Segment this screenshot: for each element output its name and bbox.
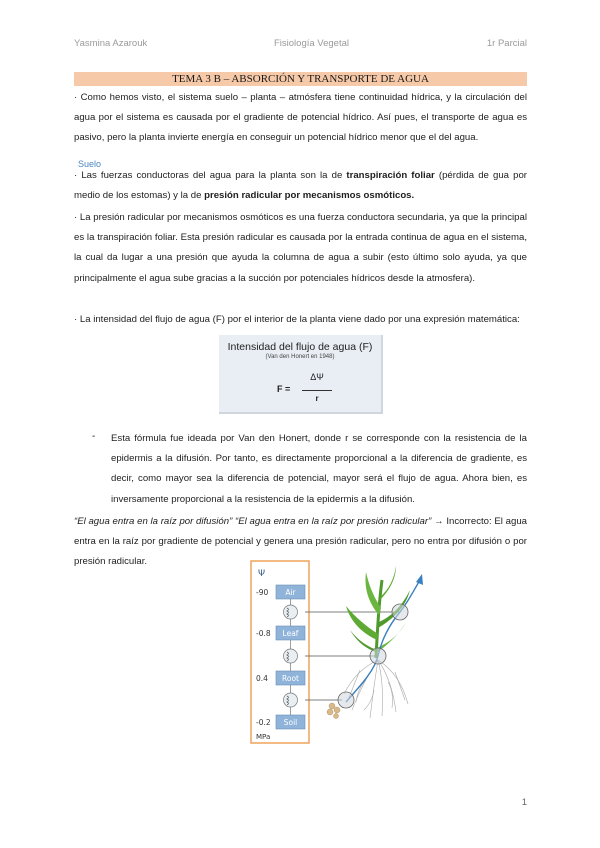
level-leaf-value: -0.8	[256, 629, 271, 638]
paragraph-1: · Como hemos visto, el sistema suelo – planta – atmósfera tiene continuidad hídrica, y la circulación del agua por el sistema es causada por el gradiente de potencial hídrico. Así pues, el transporte de agua es pasivo, pero la planta invierte energía en conseguir un potencial hídrico menor que el del agua.	[74, 92, 527, 144]
formula-lhs: F =	[277, 384, 291, 394]
list-bullet: -	[92, 431, 96, 442]
formula-title: Intensidad del flujo de agua (F)	[227, 341, 373, 353]
level-leaf	[256, 626, 305, 640]
level-soil-value: -0.2	[256, 718, 271, 727]
water-potential-figure	[250, 560, 450, 745]
level-root-label: Root	[282, 674, 299, 683]
quote-correction: Incorrecto: El agua entra en la raíz por gradiente de potencial y genera una presión radicular, pero no entra por difusión o por presión radicular.	[74, 516, 527, 568]
p2-bold-transpiracion: transpiración foliar	[346, 170, 435, 181]
level-air-value: -90	[256, 588, 269, 597]
p2-bold-presion: presión radicular por mecanismos osmóticos.	[204, 190, 415, 202]
p2-text-a: · Las fuerzas conductoras del agua para la planta son la de	[74, 170, 347, 181]
figure-svg	[250, 560, 450, 745]
level-air	[256, 585, 305, 599]
soil-particles	[327, 703, 340, 719]
p2-text-c: (pérdida de gua por medio de los estomas) y la de	[74, 170, 527, 202]
paragraph-3: · La presión radicular por mecanismos osmóticos es una fuerza conductora secundaria, ya que la principal es la transpiración foliar. Esta presión radicular es causada por la entrada continua de agua en el sistema, la cual da lugar a una presión que ayuda la columna de agua a subir (esto último solo ayuda, ya que principalmente el agua sube gracias a la succión por potenciales hídricos desde la atmosfera).	[74, 212, 527, 284]
level-leaf-label: Leaf	[282, 629, 299, 638]
water-flow-arrowhead	[416, 574, 423, 585]
title-bar	[74, 72, 527, 86]
level-root	[256, 671, 305, 685]
formula-denominator: r	[315, 394, 319, 403]
paragraph-2	[74, 166, 527, 206]
level-root-value: 0.4	[256, 674, 268, 683]
page-title: TEMA 3 B – ABSORCIÓN Y TRANSPORTE DE AGUA	[172, 73, 429, 85]
header-subject: Fisiología Vegetal	[274, 38, 349, 49]
formula-numerator: ΔΨ	[310, 372, 324, 382]
level-soil-label: Soil	[283, 718, 298, 727]
arrow-symbol: →	[431, 516, 447, 527]
formula-source: (Van den Honert en 1948)	[265, 354, 335, 360]
header-exam: 1r Parcial	[486, 38, 527, 49]
formula-fraction-line	[302, 390, 332, 391]
paragraph-4: · La intensidad del flujo de agua (F) por el interior de la planta viene dado por una expresión matemática:	[74, 314, 520, 325]
water-flow-arrow	[346, 580, 420, 702]
plant-roots	[344, 660, 408, 718]
header-author: Yasmina Azarouk	[74, 38, 148, 49]
quote-2: “El agua entra en la raíz por presión radicular”	[235, 516, 432, 527]
unit-label: MPa	[256, 733, 271, 741]
list-item-text: Esta fórmula fue ideada por Van den Honert, donde r se corresponde con la resistencia de la epidermis a la difusión. Por tanto, es directamente proporcional a la diferencia de gradiente, es decir, como mayor sea la diferencia de potencial, mayor será el flujo de agua. Ahora bien, es inversamente proporcional a la resistencia de la epidermis a la difusión.	[111, 433, 527, 505]
psi-axis-label: Ψ	[258, 569, 266, 579]
level-soil	[256, 715, 305, 729]
formula-box	[219, 335, 383, 414]
level-air-label: Air	[285, 588, 296, 597]
quote-1: “El agua entra en la raíz por difusión”	[74, 516, 233, 527]
suelo-overlay-label: Suelo	[78, 159, 102, 169]
page-number: 1	[521, 797, 527, 808]
